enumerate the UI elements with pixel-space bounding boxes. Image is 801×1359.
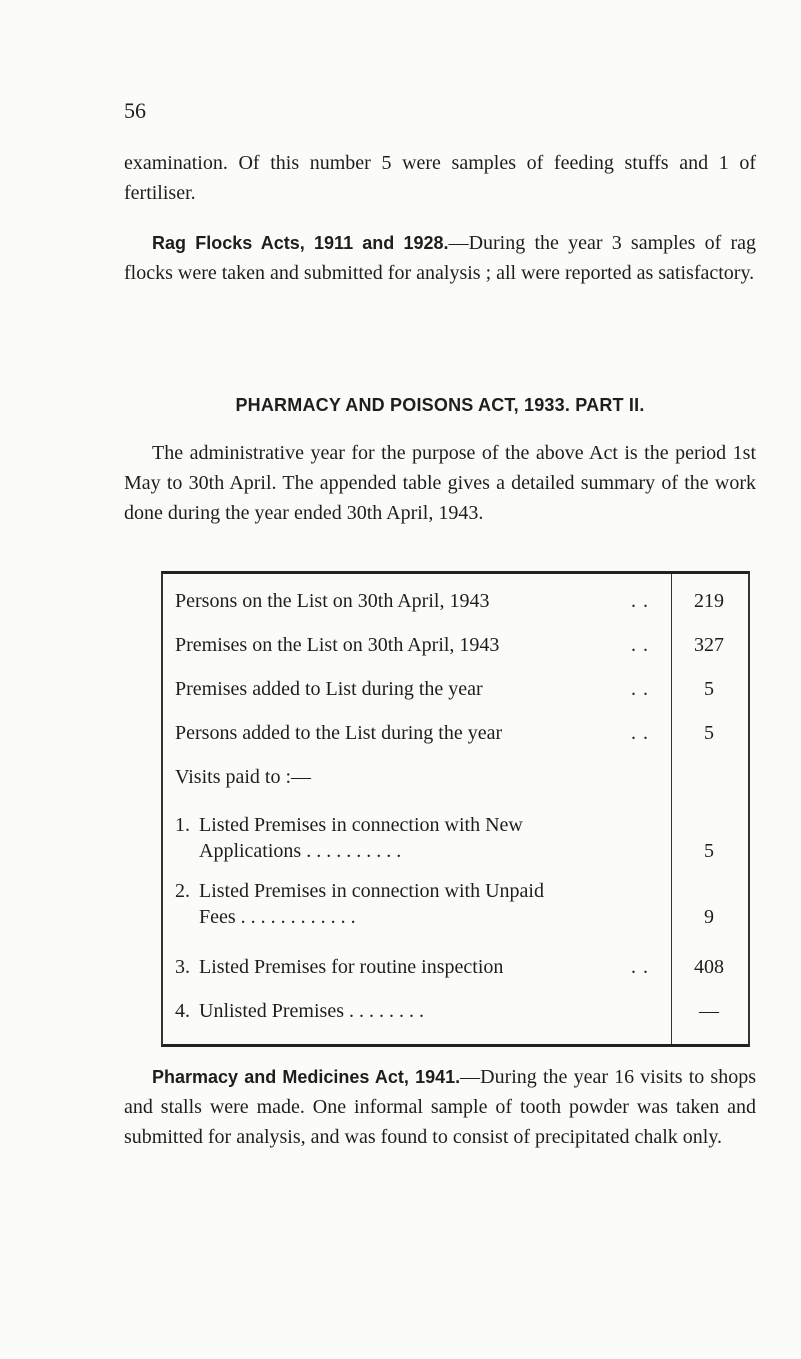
table-row — [175, 878, 747, 934]
row-value: 327 — [694, 634, 724, 656]
row-value: 5 — [704, 722, 714, 744]
paragraph-rag-flocks — [124, 228, 756, 288]
row-value: 5 — [704, 840, 714, 862]
row-label: Persons added to the List during the year — [175, 722, 503, 744]
item-line2: Applications . . . . . . . . . . — [199, 840, 402, 862]
row-label: Premises on the List on 30th April, 1943 — [175, 634, 500, 656]
item-number: 1. — [175, 814, 190, 836]
row-label: Premises added to List during the year — [175, 678, 483, 700]
paragraph-intro: The administrative year for the purpose of the above Act is the period 1st May to 30th April. The appended table gives a detailed summary of the work done during the year ended 30th April, 1943. — [124, 442, 756, 524]
item-number: 3. — [175, 956, 190, 978]
row-value: — — [699, 1000, 719, 1022]
row-label: Persons on the List on 30th April, 1943 — [175, 590, 490, 612]
paragraph-continuation: examination. Of this number 5 were samples of feeding stuffs and 1 of fertiliser. — [124, 152, 756, 204]
leader-dots: . . — [631, 722, 649, 744]
row-value: 408 — [694, 956, 724, 978]
row-value: 219 — [694, 590, 724, 612]
row-value: 9 — [704, 906, 714, 928]
item-line1: Listed Premises in connection with New — [199, 814, 523, 836]
row-value: 5 — [704, 678, 714, 700]
item-line1: Unlisted Premises . . . . . . . . — [199, 1000, 424, 1022]
leader-dots: . . — [631, 634, 649, 656]
item-line1: Listed Premises in connection with Unpaid — [199, 880, 544, 902]
paragraph-medicines — [124, 1062, 756, 1152]
item-line2: Fees . . . . . . . . . . . . — [199, 906, 356, 928]
item-label — [175, 878, 645, 930]
item-label — [175, 954, 645, 980]
rag-flocks-heading: Rag Flocks Acts, 1911 and 1928. — [152, 233, 449, 253]
rag-flocks-text: —During the year 3 samples of rag flocks were taken and submitted for analysis ; all were reported as satisfactory. — [124, 232, 756, 284]
item-label — [175, 812, 645, 864]
item-label — [175, 998, 645, 1024]
medicines-heading: Pharmacy and Medicines Act, 1941. — [152, 1067, 461, 1087]
section-heading: PHARMACY AND POISONS ACT, 1933. PART II. — [235, 395, 645, 415]
medicines-text: —During the year 16 visits to shops and stalls were made. One informal sample of tooth powder was taken and submitted for analysis, and was found to consist of precipitated chalk only. — [124, 1066, 757, 1148]
visits-label: Visits paid to :— — [175, 766, 312, 788]
item-line1: Listed Premises for routine inspection — [199, 956, 504, 978]
leader-dots: . . — [631, 956, 649, 978]
summary-table — [161, 571, 750, 1047]
item-number: 4. — [175, 1000, 190, 1022]
item-number: 2. — [175, 880, 190, 902]
page-number: 56 — [124, 98, 146, 123]
leader-dots: . . — [631, 590, 649, 612]
leader-dots: . . — [631, 678, 649, 700]
table-row — [175, 812, 747, 868]
